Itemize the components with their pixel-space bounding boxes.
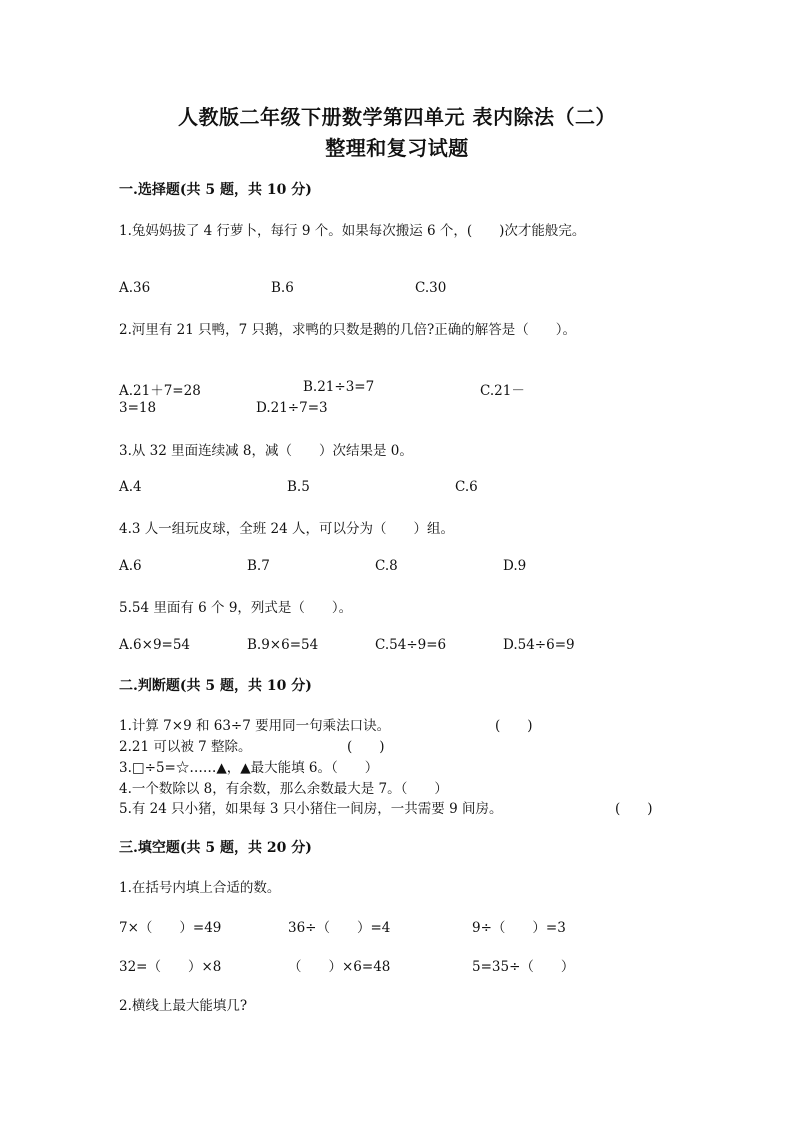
option-b: B.6: [271, 280, 294, 296]
question-2: 2.河里有 21 只鸭，7 只鹅，求鸭的只数是鹅的几倍?正确的解答是（ ）。: [119, 322, 577, 338]
question-4: 4.3 人一组玩皮球，全班 24 人，可以分为（ ）组。: [119, 521, 455, 537]
option-a: A.6×9=54: [119, 637, 191, 653]
answer-paren: ( ): [615, 801, 653, 817]
option-c: C.54÷9=6: [375, 637, 447, 653]
section-heading-fill-in: 三.填空题(共 5 题，共 20 分): [119, 840, 312, 856]
judgement-item-3: 3.□÷5=☆……▲，▲最大能填 6。（ ）: [119, 760, 379, 776]
fill-blank: 7×（ ）=49: [119, 920, 222, 936]
option-c-continued: 3=18: [119, 400, 157, 416]
judgement-item-5: 5.有 24 只小猪，如果每 3 只小猪住一间房，一共需要 9 间房。: [119, 801, 503, 817]
option-d: D.21÷7=3: [256, 400, 328, 416]
page-subtitle: 整理和复习试题: [325, 136, 469, 160]
judgement-item-4: 4.一个数除以 8，有余数，那么余数最大是 7。（ ）: [119, 781, 448, 797]
option-b: B.21÷3=7: [303, 379, 375, 395]
option-a: A.4: [119, 479, 142, 495]
option-d: D.54÷6=9: [503, 637, 575, 653]
option-d: D.9: [503, 558, 527, 574]
judgement-item-1: 1.计算 7×9 和 63÷7 要用同一句乘法口诀。: [119, 718, 391, 734]
page-title: 人教版二年级下册数学第四单元 表内除法（二）: [178, 105, 616, 129]
question-5: 5.54 里面有 6 个 9，列式是（ ）。: [119, 600, 353, 616]
option-b: B.9×6=54: [247, 637, 319, 653]
option-b: B.5: [287, 479, 310, 495]
fill-question-2: 2.横线上最大能填几?: [119, 998, 248, 1014]
question-1: 1.兔妈妈拔了 4 行萝卜，每行 9 个。如果每次搬运 6 个，( )次才能般完。: [119, 223, 586, 239]
answer-paren: ( ): [347, 739, 385, 755]
fill-question-1: 1.在括号内填上合适的数。: [119, 880, 281, 896]
answer-paren: ( ): [495, 718, 533, 734]
option-b: B.7: [247, 558, 270, 574]
option-c: C.30: [415, 280, 447, 296]
section-heading-choice: 一.选择题(共 5 题，共 10 分): [119, 182, 312, 198]
fill-blank: 32=（ ）×8: [119, 959, 222, 975]
option-a: A.6: [119, 558, 142, 574]
fill-blank: 9÷（ ）=3: [472, 920, 566, 936]
fill-blank: （ ）×6=48: [288, 959, 391, 975]
option-c: C.6: [455, 479, 478, 495]
judgement-item-2: 2.21 可以被 7 整除。: [119, 739, 252, 755]
option-c: C.8: [375, 558, 398, 574]
option-c: C.21－: [480, 383, 525, 399]
fill-blank: 5=35÷（ ）: [472, 959, 575, 975]
section-heading-judgement: 二.判断题(共 5 题，共 10 分): [119, 678, 312, 694]
fill-blank: 36÷（ ）=4: [288, 920, 391, 936]
option-a: A.36: [119, 280, 151, 296]
question-3: 3.从 32 里面连续减 8，减（ ）次结果是 0。: [119, 443, 413, 459]
option-a: A.21＋7=28: [119, 383, 201, 399]
